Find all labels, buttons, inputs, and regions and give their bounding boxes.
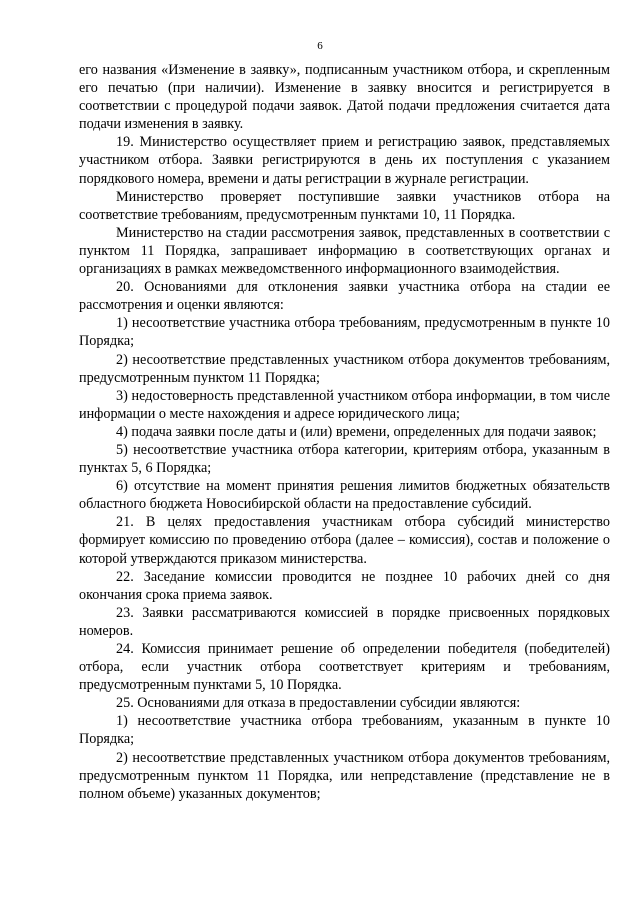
paragraph-item-23: 23. Заявки рассматриваются комиссией в порядке присвоенных порядковых номеров. xyxy=(79,604,610,639)
paragraph-item-22: 22. Заседание комиссии проводится не позднее 10 рабочих дней со дня окончания срока приема заявок. xyxy=(79,568,610,603)
list-item: 4) подача заявки после даты и (или) времени, определенных для подачи заявок; xyxy=(116,423,597,440)
paragraph-item-24: 24. Комиссия принимает решение об определении победителя (победителей) отбора, если участник отбора соответствует критериям и требованиям, предусмотренным пунктами 5, 10 Порядка. xyxy=(79,641,610,694)
paragraph-item-25: 25. Основаниями для отказа в предоставлении субсидии являются: xyxy=(116,695,521,712)
list-item: 2) несоответствие представленных участником отбора документов требованиям, предусмотренным пунктом 11 Порядка; xyxy=(79,351,610,386)
list-item: 6) отсутствие на момент принятия решения лимитов бюджетных обязательств областного бюджета Новосибирской области на предоставление субсидий. xyxy=(79,478,610,513)
list-item: 1) несоответствие участника отбора требованиям, указанным в пункте 10 Порядка; xyxy=(79,713,610,748)
paragraph: Министерство на стадии рассмотрения заявок, представленных в соответствии с пунктом 11 Порядка, запрашивает информацию в соответствующих органах и организациях в рамках межведомственного информационного взаимодействия. xyxy=(79,224,610,278)
page-number: 6 xyxy=(317,40,323,52)
paragraph: Министерство проверяет поступившие заявки участников отбора на соответствие требованиям, предусмотренным пунктами 10, 11 Порядка. xyxy=(79,188,610,223)
list-item: 2) несоответствие представленных участником отбора документов требованиям, предусмотренным пунктом 11 Порядка, или непредставление (представление не в полном объеме) указанных документов; xyxy=(79,749,610,802)
paragraph-continuation: его названия «Изменение в заявку», подписанным участником отбора, и скрепленным его печатью (при наличии). Изменение в заявку вносится и регистрируется в соответствии с процедурой подачи заявок. Датой подачи предложения считается дата подачи изменения в заявку. xyxy=(79,62,610,133)
list-item: 5) несоответствие участника отбора категории, критериям отбора, указанным в пунктах 5, 6 Порядка; xyxy=(79,441,610,477)
paragraph-item-19: 19. Министерство осуществляет прием и регистрацию заявок, представляемых участником отбора. Заявки регистрируются в день их поступления с указанием порядкового номера, времени и даты регистрации в журнале регистрации. xyxy=(79,134,610,187)
list-item: 1) несоответствие участника отбора требованиям, предусмотренным в пункте 10 Порядка; xyxy=(79,315,610,350)
paragraph-item-21: 21. В целях предоставления участникам отбора субсидий министерство формирует комиссию по проведению отбора (далее – комиссия), состав и положение о которой утверждаются приказом министерства. xyxy=(79,514,610,567)
list-item: 3) недостоверность представленной участником отбора информации, в том числе информации о месте нахождения и адресе юридического лица; xyxy=(79,387,610,422)
document-body xyxy=(79,61,610,803)
paragraph-item-20: 20. Основаниями для отклонения заявки участника отбора на стадии ее рассмотрения и оценки являются: xyxy=(79,279,610,314)
